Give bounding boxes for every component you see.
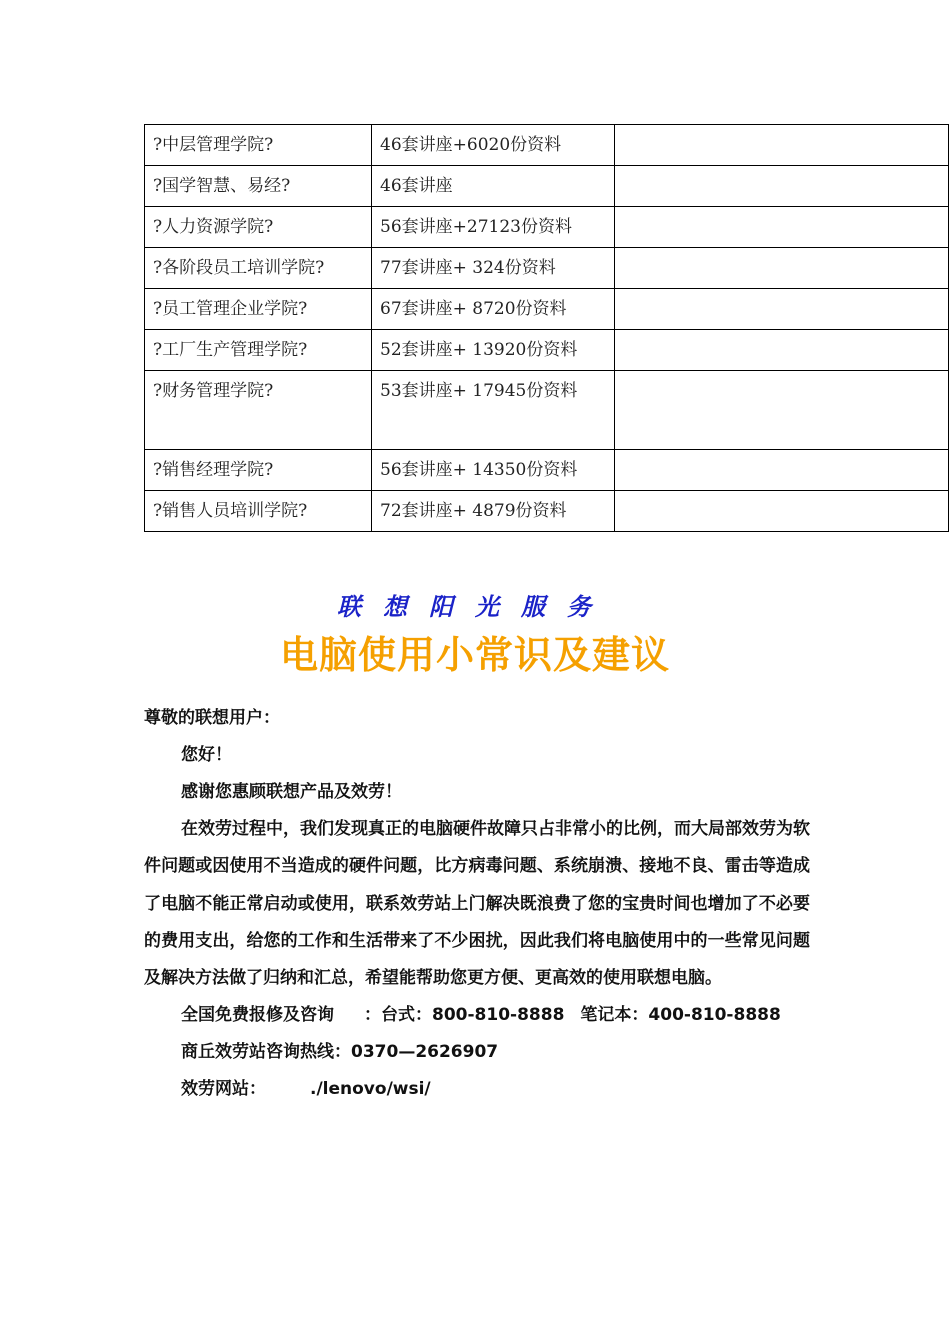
brand-heading: 联想阳光服务 — [337, 592, 613, 621]
table-row — [145, 330, 949, 371]
table-row — [145, 371, 949, 450]
course-content: 72套讲座+ 4879份资料 — [372, 491, 615, 532]
table-row — [145, 166, 949, 207]
course-table — [144, 124, 949, 532]
course-name: ?国学智慧、易经? — [145, 166, 372, 207]
course-name: ?销售经理学院? — [145, 450, 372, 491]
body-paragraph: 在效劳过程中，我们发现真正的电脑硬件故障只占非常小的比例，而大局部效劳为软件问题或因使用不当造成的硬件问题，比方病毒问题、系统崩溃、接地不良、雷击等造成了电脑不能正常启动或使用，联系效劳站上门解决既浪费了您的宝贵时间也增加了不必要的费用支出，给您的工作和生活带来了不少困扰，因此我们将电脑使用中的一些常见问题及解决方法做了归纳和汇总，希望能帮助您更方便、更高效的使用联想电脑。 — [144, 819, 810, 989]
table-row — [145, 248, 949, 289]
table-row — [145, 207, 949, 248]
thanks-line: 感谢您惠顾联想产品及效劳！ — [181, 782, 402, 802]
salutation: 尊敬的联想用户： — [144, 708, 280, 728]
course-note — [615, 371, 949, 450]
website-label: 效劳网站： — [181, 1079, 266, 1100]
table-row — [145, 491, 949, 532]
course-name: ?人力资源学院? — [145, 207, 372, 248]
course-note — [615, 330, 949, 371]
hotline-desktop: ：台式：800-810-8888 — [364, 1005, 565, 1026]
course-name: ?员工管理企业学院? — [145, 289, 372, 330]
hotline-line — [144, 997, 810, 1034]
course-note — [615, 491, 949, 532]
course-content: 56套讲座+ 14350份资料 — [372, 450, 615, 491]
course-content: 46套讲座+6020份资料 — [372, 125, 615, 166]
hotline-notebook: 笔记本：400-810-8888 — [580, 1005, 781, 1026]
letter-body — [144, 700, 810, 1108]
course-content: 46套讲座 — [372, 166, 615, 207]
local-hotline: 商丘效劳站咨询热线：0370—2626907 — [181, 1042, 499, 1063]
table-row — [145, 450, 949, 491]
course-note — [615, 166, 949, 207]
course-note — [615, 289, 949, 330]
website-line — [144, 1071, 810, 1108]
course-note — [615, 207, 949, 248]
course-name: ?财务管理学院? — [145, 371, 372, 450]
course-name: ?中层管理学院? — [145, 125, 372, 166]
course-content: 67套讲座+ 8720份资料 — [372, 289, 615, 330]
course-content: 77套讲座+ 324份资料 — [372, 248, 615, 289]
course-content: 56套讲座+27123份资料 — [372, 207, 615, 248]
hotline-label: 全国免费报修及咨询 — [181, 1005, 334, 1026]
table-row — [145, 125, 949, 166]
website-link[interactable]: ./lenovo/wsi/ — [310, 1079, 431, 1100]
table-row — [145, 289, 949, 330]
course-name: ?各阶段员工培训学院? — [145, 248, 372, 289]
course-name: ?销售人员培训学院? — [145, 491, 372, 532]
course-name: ?工厂生产管理学院? — [145, 330, 372, 371]
greeting: 您好！ — [181, 745, 232, 765]
course-content: 53套讲座+ 17945份资料 — [372, 371, 615, 450]
course-content: 52套讲座+ 13920份资料 — [372, 330, 615, 371]
course-note — [615, 125, 949, 166]
page-title: 电脑使用小常识及建议 — [279, 633, 670, 677]
course-note — [615, 450, 949, 491]
course-note — [615, 248, 949, 289]
